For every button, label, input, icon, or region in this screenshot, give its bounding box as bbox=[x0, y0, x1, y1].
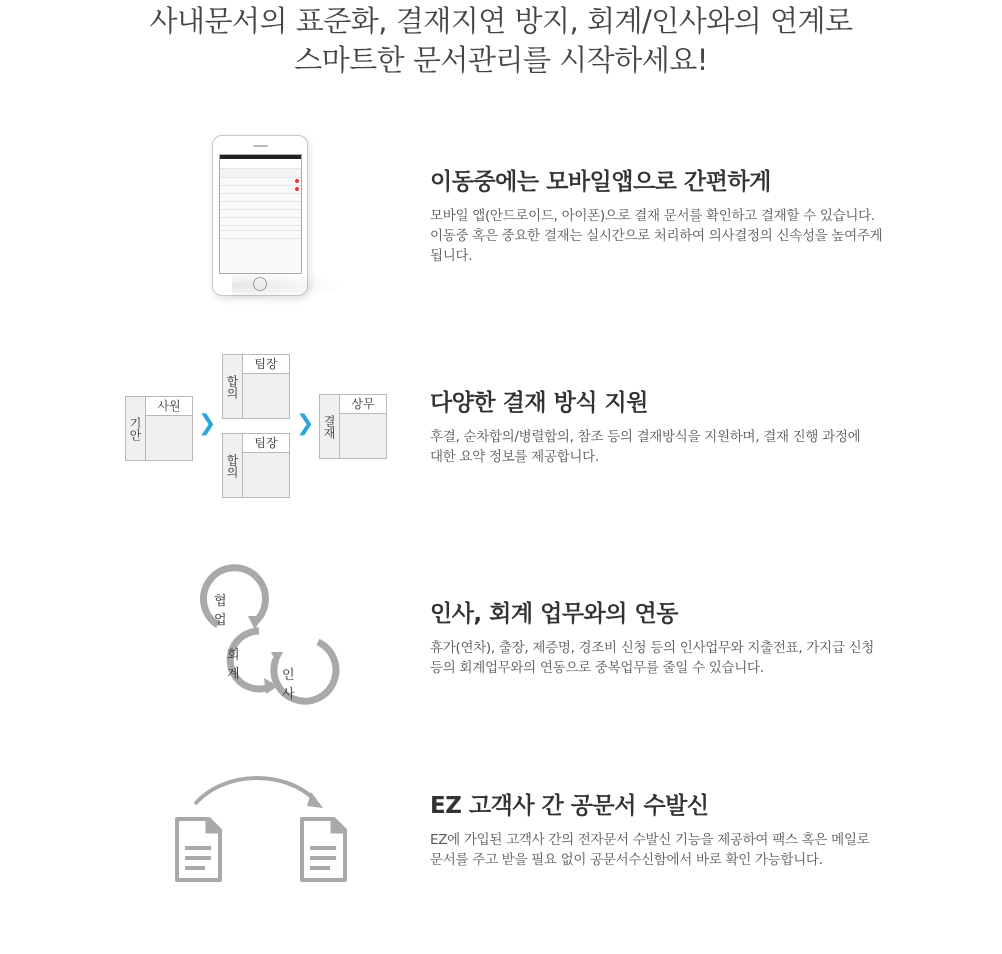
feature-desc-approval: 후결, 순차합의/병렬합의, 참조 등의 결재방식을 지원하며, 결재 진행 과정에 대한 요약 정보를 제공합니다. bbox=[430, 429, 861, 465]
document-icon bbox=[302, 819, 345, 880]
circle-label-bottom: 인사 bbox=[282, 668, 295, 702]
headline-line-2: 스마트한 문서관리를 시작하세요! bbox=[294, 43, 708, 77]
circle-label-middle: 회계 bbox=[227, 648, 240, 682]
feature-title-approval: 다양한 결재 방식 지원 bbox=[430, 390, 648, 416]
feature-desc-official-docs: EZ에 가입된 고객사 간의 전자문서 수발신 기능을 제공하여 팩스 혹은 메일로 문서를 주고 받을 필요 없이 공문서수신함에서 바로 확인 가능합니다. bbox=[430, 832, 870, 868]
drafter-box: 기안 사원 bbox=[125, 396, 193, 461]
feature-title-mobile: 이동중에는 모바일앱으로 간편하게 bbox=[430, 169, 771, 195]
circle-label-top: 협업 bbox=[214, 594, 227, 628]
agree-box-1: 합의 팀장 bbox=[222, 354, 290, 419]
headline-line-1: 사내문서의 표준화, 결재지연 방지, 회계/인사와의 연계로 bbox=[149, 4, 853, 38]
document-icon bbox=[177, 819, 220, 880]
page-headline bbox=[0, 2, 1002, 80]
chevron-right-icon: ❯ bbox=[198, 411, 217, 436]
feature-title-integration: 인사, 회계 업무와의 연동 bbox=[430, 601, 678, 627]
agree-box-2: 합의 팀장 bbox=[222, 433, 290, 498]
feature-desc-integration: 휴가(연차), 출장, 제증명, 경조비 신청 등의 인사업무와 지출전표, 가지급 신청 등의 회계업무와의 연동으로 중복업무를 줄일 수 있습니다. bbox=[430, 640, 875, 676]
feature-title-official-docs: EZ 고객사 간 공문서 수발신 bbox=[430, 793, 709, 819]
feature-desc-mobile: 모바일 앱(안드로이드, 아이폰)으로 결재 문서를 확인하고 결재할 수 있습니다. 이동중 혹은 중요한 결재는 실시간으로 처리하여 의사결정의 신속성을 높여주게 됩니다. bbox=[430, 208, 883, 264]
final-approval-box: 결재 상무 bbox=[319, 394, 387, 459]
chevron-right-icon: ❯ bbox=[296, 411, 315, 436]
